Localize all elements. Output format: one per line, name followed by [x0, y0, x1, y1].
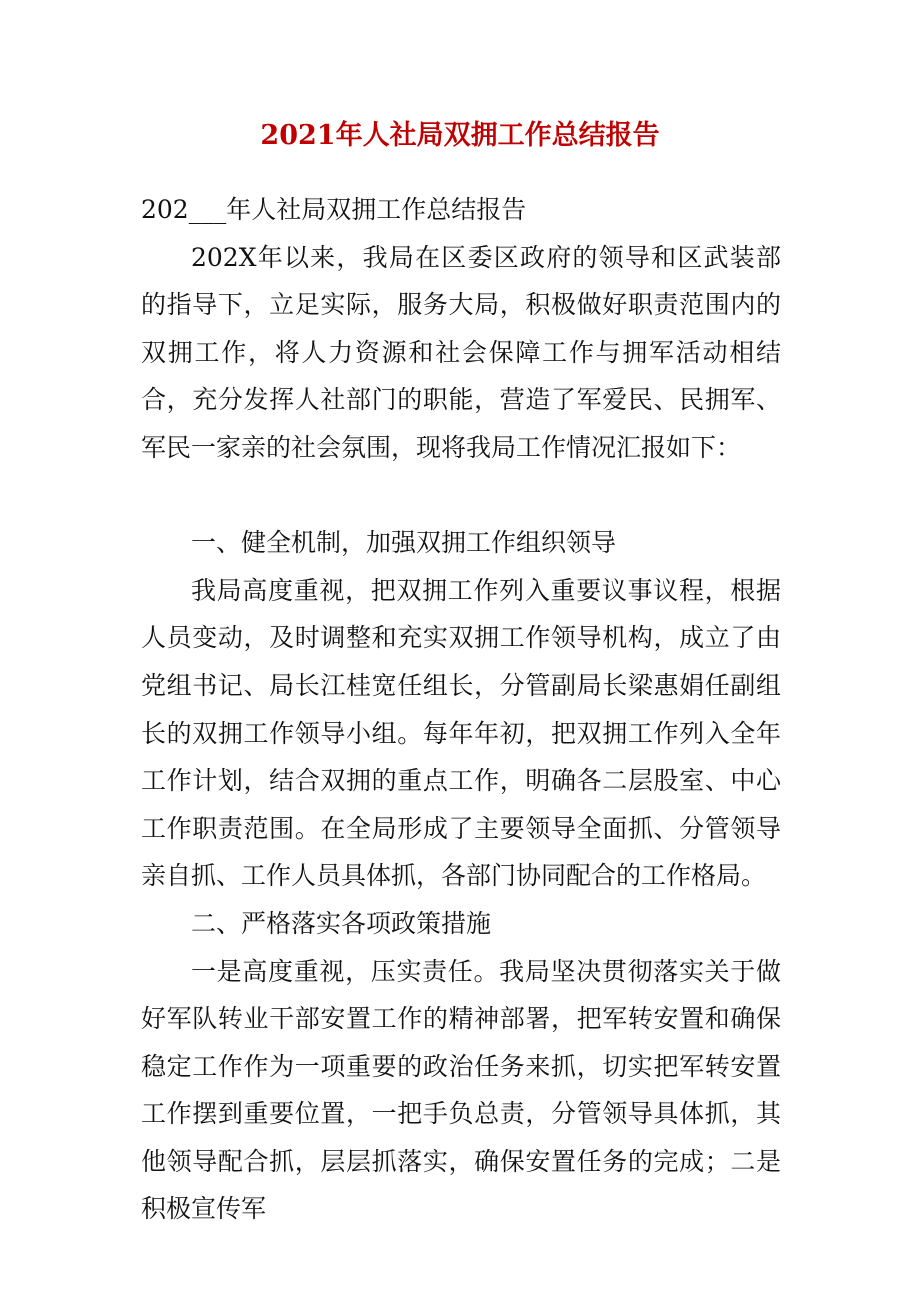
- section-heading-1: 一、健全机制，加强双拥工作组织领导: [191, 528, 617, 558]
- intro-paragraph: 202X年以来，我局在区委区政府的领导和区武装部的指导下，立足实际，服务大局，积极做好职责范围内的双拥工作，将人力资源和社会保障工作与拥军活动相结合，充分发挥人社部门的职能，营造了军爱民、民拥军、军民一家亲的社会氛围，现将我局工作情况汇报如下：: [141, 242, 781, 462]
- document-body: [141, 186, 781, 1233]
- section-heading-2: 二、严格落实各项政策措施: [191, 908, 492, 938]
- section-1-paragraph: 我局高度重视，把双拥工作列入重要议事议程，根据人员变动，及时调整和充实双拥工作领导机构，成立了由党组书记、局长江桂宽任组长，分管副局长梁惠娟任副组长的双拥工作领导小组。每年年初，把双拥工作列入全年工作计划，结合双拥的重点工作，明确各二层股室、中心工作职责范围。在全局形成了主要领导全面抓、分管领导亲自抓、工作人员具体抓，各部门协同配合的工作格局。: [141, 575, 781, 891]
- document-subtitle: 202___年人社局双拥工作总结报告: [141, 195, 527, 224]
- document-title: 2021年人社局双拥工作总结报告: [260, 120, 660, 151]
- paragraph-spacer: [141, 472, 781, 520]
- section-2-paragraph: 一是高度重视，压实责任。我局坚决贯彻落实关于做好军队转业干部安置工作的精神部署，把军转安置和确保稳定工作作为一项重要的政治任务来抓，切实把军转安置工作摆到重要位置，一把手负总责，分管领导具体抓，其他领导配合抓，层层抓落实，确保安置任务的完成；二是积极宣传军: [141, 956, 781, 1224]
